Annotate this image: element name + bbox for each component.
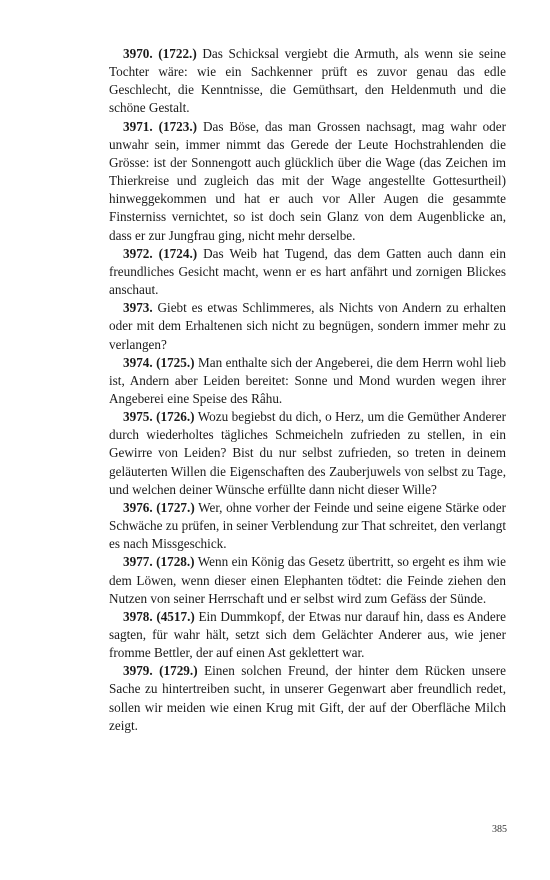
entry-3976 [109,499,506,553]
entry-text: Man enthalte sich der Angeberei, die dem Herrn wohl lieb ist, Andern aber Leiden bereitet: Sonne und Mond wurden wegen ihrer Angeberei eine Speise des Râhu. [109,354,507,406]
entry-number: 3970. (1722.) [123,46,197,61]
page-number: 385 [492,824,507,835]
entry-text: Das Weib hat Tugend, das dem Gatten auch dann ein freundliches Gesicht macht, wenn er es hart anfährt und zornigen Blickes anschaut. [109,245,507,298]
entry-3974 [109,354,506,408]
entry-3971 [109,118,506,245]
entry-3978 [109,608,506,662]
entry-text: Wozu begiebst du dich, o Herz, um die Gemüther Anderer durch wiederholtes tägliches Schmeicheln zufrieden zu stellen, in ein Gewirre von Leiden? Bist du nur selbst zufrieden, so treten in deinem geläuterten Willen die Eigenschaften des Zauberjuwels von selbst zu Tage, und welchen deiner Wünsche erfüllte dann nicht dieser Wille? [109,409,506,497]
entry-number: 3976. (1727.) [123,499,195,515]
entry-3972 [109,245,506,299]
entry-number: 3973. [123,300,153,316]
entry-3979 [109,662,506,735]
entry-text: Ein Dummkopf, der Etwas nur darauf hin, dass es Andere sagten, für wahr hält, setzt sich dem Gelächter Anderer aus, wie jener fromme Bettler, der auf einen Ast geklettert war. [109,608,506,661]
entry-text: Wer, ohne vorher der Feinde und seine eigene Stärke oder Schwäche zu prüfen, in seiner Verblendung zur That schreitet, den verlangt es nach Missgeschick. [109,499,506,552]
entry-number: 3978. (4517.) [123,608,195,624]
entry-text: Das Böse, das man Grossen nachsagt, mag wahr oder unwahr sein, immer nimmt das Gerede der Leute Hochstrahlenden die Grösse: ist der Sonnengott auch glücklich über die Wage (das Zeichen im Thierkreise und zugleich das mit der Wage angestellte Gottesurtheil) hinweggekommen und hat er auch vor Aller Augen die gesammte Finsterniss vernichtet, so ist doch sein Glanz von dem Augenblicke an, dass er zur Jungfrau ging, nicht mehr derselbe. [109,118,507,243]
entry-text: Wenn ein König das Gesetz übertritt, so ergeht es ihm wie dem Löwen, wenn dieser einen Elephanten tödtet: die Feinde ziehen den Nutzen von seiner Herrschaft und er selbst wird zum Gefäss der Sünde. [109,554,506,606]
entry-number: 3979. (1729.) [123,663,198,679]
entry-number: 3977. (1728.) [123,554,195,570]
entry-number: 3975. (1726.) [123,409,195,425]
entry-text: Giebt es etwas Schlimmeres, als Nichts von Andern zu erhalten oder mit dem Erhaltenen sich nicht zu begnügen, sondern immer mehr zu verlangen? [109,300,506,352]
entry-text: Einen solchen Freund, der hinter dem Rücken unsere Sache zu hintertreiben sucht, in unserer Gegenwart aber freundlich redet, sollen wir meiden wie einen Krug mit Gift, der auf der Oberfläche Milch zeigt. [109,663,506,733]
entry-3970 [109,45,506,118]
entry-3973 [109,299,506,353]
entry-number: 3974. (1725.) [123,354,195,370]
entry-text: Das Schicksal vergiebt die Armuth, als wenn sie seine Tochter wäre: wie ein Sachkenner prüft es zuvor genau das edle Geschlecht, die Kenntnisse, die Gemüthsart, den Heldenmuth und die schöne Gestalt. [109,46,506,116]
entry-number: 3972. (1724.) [123,245,198,261]
entry-3977 [109,553,506,607]
entry-number: 3971. (1723.) [123,118,198,134]
entry-3975 [109,408,506,499]
page-body [109,45,506,735]
